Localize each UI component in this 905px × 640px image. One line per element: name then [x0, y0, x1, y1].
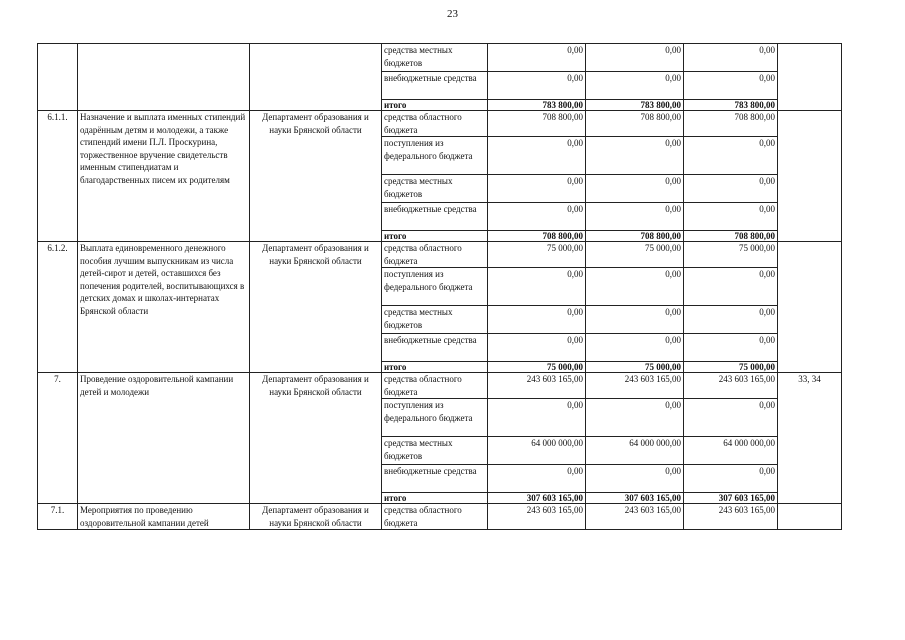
value-cell: 0,00 [684, 268, 778, 306]
value-cell: 0,00 [684, 334, 778, 362]
value-cell: 783 800,00 [586, 100, 684, 111]
value-cell: 0,00 [488, 203, 586, 231]
source-cell: итого [382, 100, 488, 111]
value-cell: 0,00 [684, 399, 778, 437]
source-cell: внебюджетные средства [382, 203, 488, 231]
value-cell: 0,00 [684, 137, 778, 175]
value-cell: 64 000 000,00 [488, 437, 586, 465]
table-row [38, 111, 842, 137]
value-cell: 708 800,00 [488, 111, 586, 137]
department: Департамент образования и науки Брянской области [250, 111, 382, 242]
source-cell: внебюджетные средства [382, 465, 488, 493]
value-cell: 0,00 [684, 306, 778, 334]
value-cell: 307 603 165,00 [684, 493, 778, 504]
source-cell: средства областного бюджета [382, 111, 488, 137]
source-cell: средства местных бюджетов [382, 437, 488, 465]
value-cell: 75 000,00 [488, 242, 586, 268]
value-cell: 307 603 165,00 [488, 493, 586, 504]
item-name: Проведение оздоровительной кампании детей и молодежи [78, 373, 250, 504]
value-cell: 0,00 [684, 72, 778, 100]
indicator-cell [778, 44, 842, 111]
value-cell: 307 603 165,00 [586, 493, 684, 504]
value-cell: 243 603 165,00 [488, 504, 586, 530]
source-cell: средства местных бюджетов [382, 44, 488, 72]
value-cell: 0,00 [488, 399, 586, 437]
indicator-cell: 33, 34 [778, 373, 842, 504]
item-name: Выплата единовременного денежного пособия лучшим выпускникам из числа детей-сирот и детей, оставшихся без попечения родителей, воспитывающихся в детских домах и школах-интернатах Брянской области [78, 242, 250, 373]
value-cell: 783 800,00 [488, 100, 586, 111]
value-cell: 0,00 [586, 306, 684, 334]
value-cell: 64 000 000,00 [586, 437, 684, 465]
source-cell: внебюджетные средства [382, 72, 488, 100]
value-cell: 0,00 [488, 44, 586, 72]
value-cell: 0,00 [586, 175, 684, 203]
value-cell: 708 800,00 [586, 231, 684, 242]
value-cell: 0,00 [488, 465, 586, 493]
value-cell: 0,00 [488, 268, 586, 306]
department: Департамент образования и науки Брянской области [250, 242, 382, 373]
source-cell: итого [382, 493, 488, 504]
value-cell: 0,00 [488, 175, 586, 203]
value-cell: 0,00 [586, 44, 684, 72]
value-cell: 0,00 [586, 268, 684, 306]
value-cell: 75 000,00 [684, 362, 778, 373]
page-number: 23 [447, 8, 458, 20]
value-cell: 0,00 [586, 203, 684, 231]
table-body [38, 44, 842, 530]
table-row [38, 504, 842, 530]
item-number: 6.1.2. [38, 242, 78, 373]
source-cell: поступления из федерального бюджета [382, 399, 488, 437]
value-cell: 0,00 [488, 334, 586, 362]
value-cell: 708 800,00 [488, 231, 586, 242]
item-number: 6.1.1. [38, 111, 78, 242]
item-name: Назначение и выплата именных стипендий одарённым детям и молодежи, а также стипендий имени П.Л. Проскурина, торжественное вручение свидетельств именным стипендиатам и благодарственных писем их родителям [78, 111, 250, 242]
source-cell: средства местных бюджетов [382, 306, 488, 334]
value-cell: 0,00 [586, 72, 684, 100]
value-cell: 0,00 [684, 44, 778, 72]
source-cell: средства областного бюджета [382, 242, 488, 268]
value-cell: 243 603 165,00 [586, 373, 684, 399]
value-cell: 64 000 000,00 [684, 437, 778, 465]
value-cell: 0,00 [586, 465, 684, 493]
value-cell: 783 800,00 [684, 100, 778, 111]
value-cell: 0,00 [586, 137, 684, 175]
table-row [38, 242, 842, 268]
source-cell: поступления из федерального бюджета [382, 268, 488, 306]
value-cell: 0,00 [684, 175, 778, 203]
value-cell: 708 800,00 [586, 111, 684, 137]
value-cell: 0,00 [684, 203, 778, 231]
name-cell [78, 44, 250, 111]
budget-table [37, 43, 842, 530]
value-cell: 75 000,00 [684, 242, 778, 268]
dept-cell [250, 44, 382, 111]
source-cell: внебюджетные средства [382, 334, 488, 362]
value-cell: 243 603 165,00 [586, 504, 684, 530]
indicator-cell [778, 111, 842, 242]
value-cell: 75 000,00 [488, 362, 586, 373]
source-cell: поступления из федерального бюджета [382, 137, 488, 175]
table-row [38, 44, 842, 72]
value-cell: 708 800,00 [684, 111, 778, 137]
source-cell: итого [382, 362, 488, 373]
number-cell [38, 44, 78, 111]
value-cell: 0,00 [488, 137, 586, 175]
source-cell: итого [382, 231, 488, 242]
department: Департамент образования и науки Брянской области [250, 504, 382, 530]
value-cell: 243 603 165,00 [684, 373, 778, 399]
indicator-cell [778, 504, 842, 530]
department: Департамент образования и науки Брянской области [250, 373, 382, 504]
source-cell: средства местных бюджетов [382, 175, 488, 203]
value-cell: 0,00 [684, 465, 778, 493]
value-cell: 708 800,00 [684, 231, 778, 242]
source-cell: средства областного бюджета [382, 504, 488, 530]
value-cell: 0,00 [586, 334, 684, 362]
value-cell: 0,00 [488, 306, 586, 334]
indicator-cell [778, 242, 842, 373]
value-cell: 75 000,00 [586, 362, 684, 373]
value-cell: 243 603 165,00 [684, 504, 778, 530]
value-cell: 75 000,00 [586, 242, 684, 268]
value-cell: 243 603 165,00 [488, 373, 586, 399]
value-cell: 0,00 [586, 399, 684, 437]
value-cell: 0,00 [488, 72, 586, 100]
source-cell: средства областного бюджета [382, 373, 488, 399]
table-row [38, 373, 842, 399]
item-number: 7.1. [38, 504, 78, 530]
item-name: Мероприятия по проведению оздоровительной кампании детей [78, 504, 250, 530]
item-number: 7. [38, 373, 78, 504]
